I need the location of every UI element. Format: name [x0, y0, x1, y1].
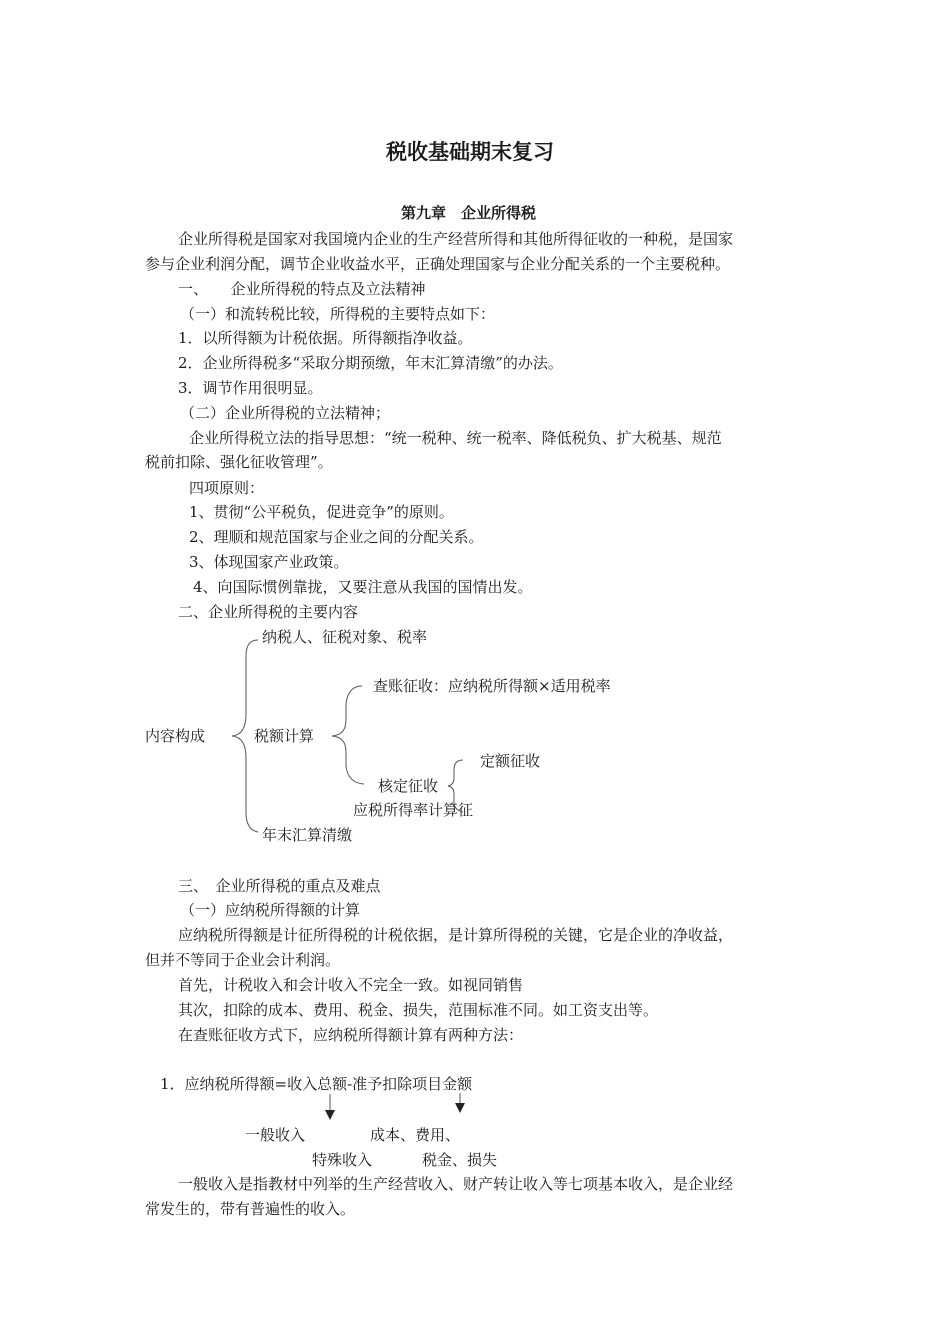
principle-2: 2、理顺和规范国家与企业之间的分配关系。 — [189, 528, 484, 546]
diagram-branch-settlement: 年末汇算清缴 — [262, 826, 353, 844]
tax-calc-brace — [332, 686, 364, 784]
section2-heading: 二、企业所得税的主要内容 — [178, 603, 359, 621]
intro-paragraph-line2: 参与企业利润分配，调节企业收益水平，正确处理国家与企业分配关系的一个主要税种。 — [145, 255, 731, 273]
section1-heading: 一、 企业所得税的特点及立法精神 — [178, 280, 426, 298]
formula-line: 1．应纳税所得额=收入总额-准予扣除项目金额 — [160, 1075, 473, 1093]
section3-second: 其次，扣除的成本、费用、税金、损失，范围标准不同。如工资支出等。 — [178, 1001, 659, 1019]
section3-method-intro: 在查账征收方式下，应纳税所得额计算有两种方法： — [178, 1026, 524, 1044]
diagram-audit-collection: 查账征收：应纳税所得额×适用税率 — [373, 677, 611, 695]
section3-first: 首先，计税收入和会计收入不完全一致。如视同销售 — [178, 976, 524, 994]
principle-4: 4、向国际惯例靠拢，又要注意从我国的国情出发。 — [193, 578, 533, 596]
section1-sub1: （一）和流转税比较，所得税的主要特点如下： — [180, 305, 496, 323]
diagram-assessed-collection: 核定征收 — [378, 777, 439, 795]
section3-heading: 三、 企业所得税的重点及难点 — [178, 877, 381, 895]
section3-para-line1: 应纳税所得额是计征所得税的计税依据，是计算所得税的关键，它是企业的净收益， — [178, 926, 734, 944]
diagram-rate-collection: 应税所得率计算征 — [353, 801, 474, 819]
intro-paragraph-line1: 企业所得税是国家对我国境内企业的生产经营所得和其他所得征收的一种税，是国家 — [178, 230, 734, 248]
final-paragraph-line1: 一般收入是指教材中列举的生产经营收入、财产转让收入等七项基本收入，是企业经 — [178, 1175, 734, 1193]
diagram-branch-taxpayer: 纳税人、征税对象、税率 — [262, 628, 428, 646]
principles-label: 四项原则： — [189, 479, 265, 497]
page-title: 税收基础期末复习 — [386, 140, 554, 164]
formula-general-income: 一般收入 — [245, 1126, 306, 1144]
diagram-quota-collection: 定额征收 — [480, 752, 541, 770]
principle-1: 1、贯彻“公平税负，促进竞争”的原则。 — [189, 503, 454, 521]
section1-item1: 1．以所得额为计税依据。所得额指净收益。 — [178, 329, 473, 347]
guide-paragraph-line1: 企业所得税立法的指导思想：“统一税种、统一税率、降低税负、扩大税基、规范 — [189, 429, 722, 447]
guide-paragraph-line2: 税前扣除、强化征收管理”。 — [145, 453, 333, 471]
final-paragraph-line2: 常发生的，带有普遍性的收入。 — [145, 1200, 356, 1218]
diagram-branch-tax-calc: 税额计算 — [254, 727, 315, 745]
arrow-income-head — [325, 1110, 335, 1120]
formula-cost-expense: 成本、费用、 — [370, 1126, 461, 1144]
section3-para-line2: 但并不等同于企业会计利润。 — [145, 951, 341, 969]
diagram-root-label: 内容构成 — [145, 727, 206, 745]
formula-special-income: 特殊收入 — [312, 1151, 373, 1169]
section1-item3: 3．调节作用很明显。 — [178, 379, 323, 397]
section1-item2: 2．企业所得税多“采取分期预缴，年末汇算清缴”的办法。 — [178, 354, 563, 372]
arrow-deduction-head — [455, 1103, 465, 1113]
section1-sub2: （二）企业所得税的立法精神； — [180, 404, 391, 422]
principle-3: 3、体现国家产业政策。 — [189, 553, 349, 571]
formula-tax-loss: 税金、损失 — [422, 1151, 498, 1169]
chapter-heading: 第九章 企业所得税 — [401, 204, 537, 222]
section3-sub1: （一）应纳税所得额的计算 — [180, 901, 361, 919]
